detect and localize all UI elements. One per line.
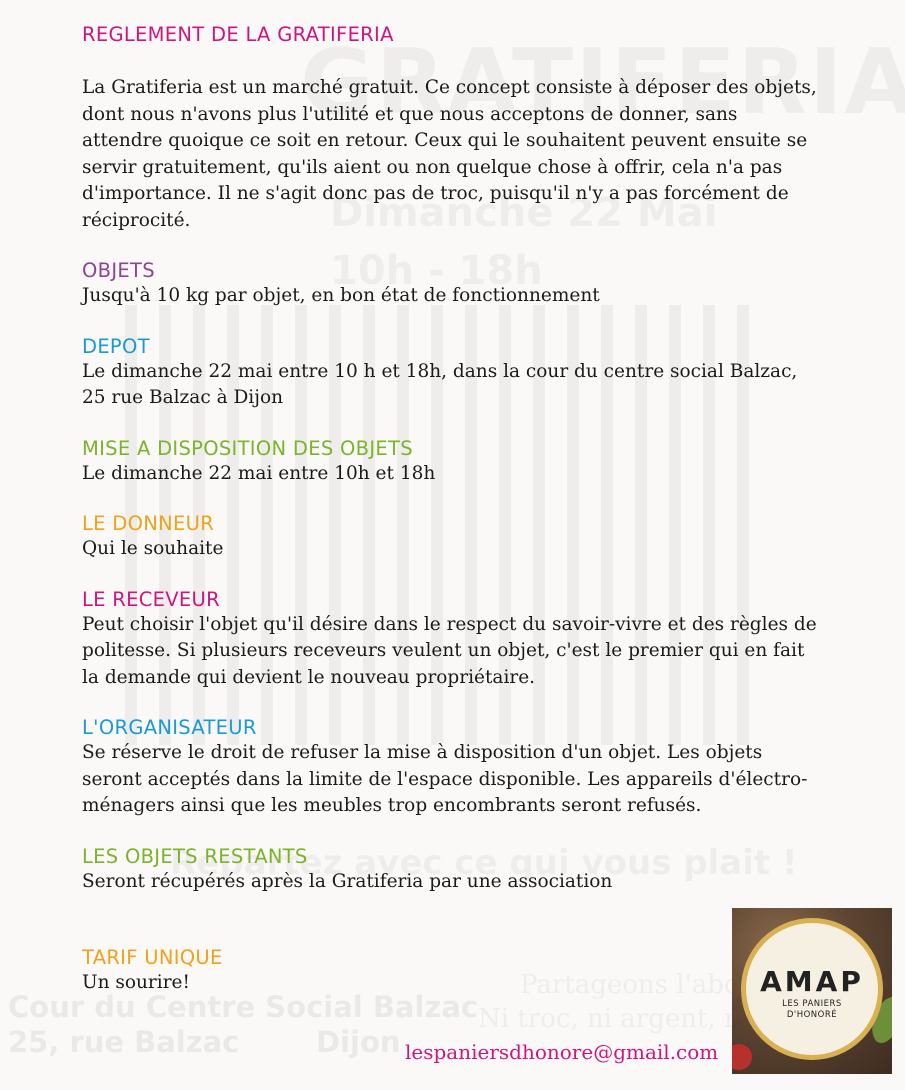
section-text-organisateur: Se réserve le droit de refuser la mise à disposition d'un objet. Les objets seront acceptés dans la limite de l'espace disponible. Les appareils d'électro-ménagers ainsi que les meubles trop encombrants seront refusés.	[82, 742, 808, 816]
section-heading-tarif: TARIF UNIQUE	[82, 946, 223, 969]
document-title: REGLEMENT DE LA GRATIFERIA	[82, 23, 394, 46]
background-poster-street: 25, rue Balzac	[8, 1025, 240, 1059]
logo-subtitle-1: LES PANIERS	[782, 999, 842, 1009]
section-text-donneur: Qui le souhaite	[82, 538, 224, 559]
section-text-objets: Jusqu'à 10 kg par objet, en bon état de fonctionnement	[82, 285, 600, 306]
logo-name: AMAP	[760, 965, 864, 998]
logo-badge	[741, 918, 883, 1060]
section-heading-depot: DEPOT	[82, 334, 150, 358]
rules-document	[82, 22, 822, 997]
section-text-objets-restants: Seront récupérés après la Gratiferia par une association	[82, 870, 613, 892]
tomato-decoration	[732, 1044, 752, 1070]
section-heading-objets: OBJETS	[82, 259, 155, 282]
background-poster-city: Dijon	[316, 1025, 401, 1059]
background-poster-notroc	[478, 1004, 749, 1034]
background-poster-address: Cour du Centre Social Balzac	[8, 990, 479, 1024]
section-text-receveur: Peut choisir l'objet qu'il désire dans le respect du savoir-vivre et des règles de politesse. Si plusieurs receveurs veulent un objet, c'est le premier qui en fait la demande qui devient le nouveau propriétaire.	[82, 613, 817, 688]
contact-email: lespaniersdhonore@gmail.com	[405, 1040, 719, 1064]
section-text-depot: Le dimanche 22 mai entre 10 h et 18h, dans la cour du centre social Balzac, 25 rue Balzac à Dijon	[82, 360, 798, 408]
section-heading-organisateur: L'ORGANISATEUR	[82, 716, 257, 739]
section-heading-donneur: LE DONNEUR	[82, 512, 215, 535]
section-text-mise-a-disposition: Le dimanche 22 mai entre 10h et 18h	[82, 462, 436, 484]
section-heading-objets-restants: LES OBJETS RESTANTS	[82, 844, 308, 868]
intro-paragraph: La Gratiferia est un marché gratuit. Ce concept consiste à déposer des objets, dont nous n'avons plus l'utilité et que nous acceptons de donner, sans attendre quoique ce soit en retour. Ceux qui le souhaitent peuvent ensuite se servir gratuitement, qu'ils aient ou non quelque chose à offrir, cela n'a pas d'importance. Il ne s'agit donc pas de troc, puisqu'il n'y a pas forcément de réciprocité.	[82, 77, 817, 231]
section-text-tarif: Un sourire!	[82, 972, 190, 993]
section-heading-receveur: LE RECEVEUR	[82, 587, 220, 611]
section-heading-mise-a-disposition: MISE A DISPOSITION DES OBJETS	[82, 436, 413, 460]
amap-logo	[732, 908, 892, 1074]
logo-subtitle-2: D'HONORÉ	[786, 1010, 838, 1020]
